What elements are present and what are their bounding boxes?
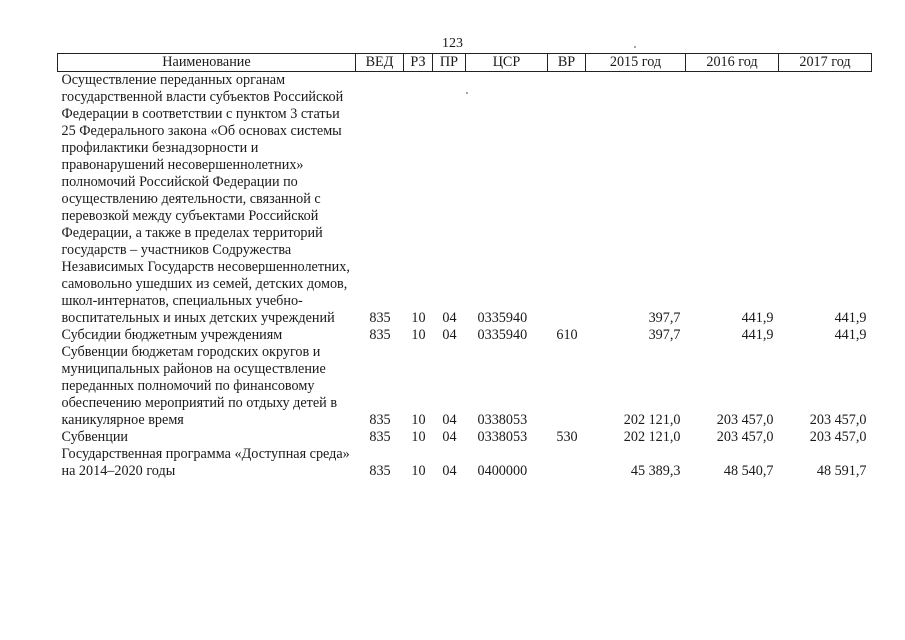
row-2017: 441,9 [834,310,867,326]
row-2015: 45 389,3 [630,463,681,479]
header-csr: ЦСР [466,54,548,72]
row-name: Субвенции [61,429,129,445]
row-csr: 0335940 [477,310,528,326]
row-vr: 610 [556,327,578,343]
row-2017: 203 457,0 [809,412,867,428]
row-2015: 202 121,0 [623,429,681,445]
scan-speck [634,46,636,48]
row-ved: 835 [369,310,391,326]
page-number: 123 [442,36,463,51]
row-2016: 441,9 [741,327,774,343]
row-vr [548,344,586,429]
table-row [58,446,872,480]
row-vr [548,72,586,328]
header-pr: ПР [433,54,466,72]
row-pr: 04 [442,310,457,326]
row-ved: 835 [369,429,391,445]
table-row [58,327,872,344]
row-rz: 10 [411,327,426,343]
row-2016: 48 540,7 [723,463,774,479]
row-csr: 0335940 [477,327,528,343]
table-row [58,72,872,328]
row-name: Осуществление переданных органам государственной власти субъектов Российской Федерации в соответствии с пунктом 3 статьи 25 Федерального закона «Об основах системы профилактики безнадзорности и правонарушений несовершеннолетних» полномочий Российской Федерации по осуществлению деятельности, связанной с перевозкой между субъектами Российской Федерации, а также в пределах территорий государств – участников Содружества Независимых Государств несовершеннолетних, самовольно ушедших из семей, детских домов, школ-интернатов, специальных учебно-воспитательных и иных детских учреждений [61,72,350,326]
row-2017: 441,9 [834,327,867,343]
header-2017: 2017 год [779,54,872,72]
row-ved: 835 [369,412,391,428]
row-pr: 04 [442,327,457,343]
row-rz: 10 [411,429,426,445]
row-2016: 203 457,0 [716,412,774,428]
row-rz: 10 [411,412,426,428]
header-ved: ВЕД [356,54,404,72]
row-pr: 04 [442,429,457,445]
row-rz: 10 [411,310,426,326]
header-name: Наименование [58,54,356,72]
row-name: Субсидии бюджетным учреждениям [61,327,283,343]
table-header-row [58,54,872,72]
row-name: Государственная программа «Доступная среда» на 2014–2020 годы [61,446,350,479]
row-2015: 397,7 [648,310,681,326]
row-pr: 04 [442,412,457,428]
row-vr [548,446,586,480]
row-2017: 48 591,7 [816,463,867,479]
row-ved: 835 [369,463,391,479]
row-2015: 397,7 [648,327,681,343]
row-2015: 202 121,0 [623,412,681,428]
header-2015: 2015 год [586,54,686,72]
table-row [58,429,872,446]
row-pr: 04 [442,463,457,479]
budget-table [57,53,872,480]
row-2016: 203 457,0 [716,429,774,445]
row-csr: 0400000 [477,463,528,479]
row-2016: 441,9 [741,310,774,326]
row-name: Субвенции бюджетам городских округов и муниципальных районов на осуществление переданных полномочий по финансовому обеспечению мероприятий по отдыху детей в каникулярное время [61,344,338,428]
row-ved: 835 [369,327,391,343]
header-vr: ВР [548,54,586,72]
table-row [58,344,872,429]
row-csr: 0338053 [477,412,528,428]
header-2016: 2016 год [686,54,779,72]
scan-speck [466,92,468,94]
row-2017: 203 457,0 [809,429,867,445]
row-rz: 10 [411,463,426,479]
header-rz: РЗ [404,54,433,72]
row-vr: 530 [556,429,578,445]
row-csr: 0338053 [477,429,528,445]
